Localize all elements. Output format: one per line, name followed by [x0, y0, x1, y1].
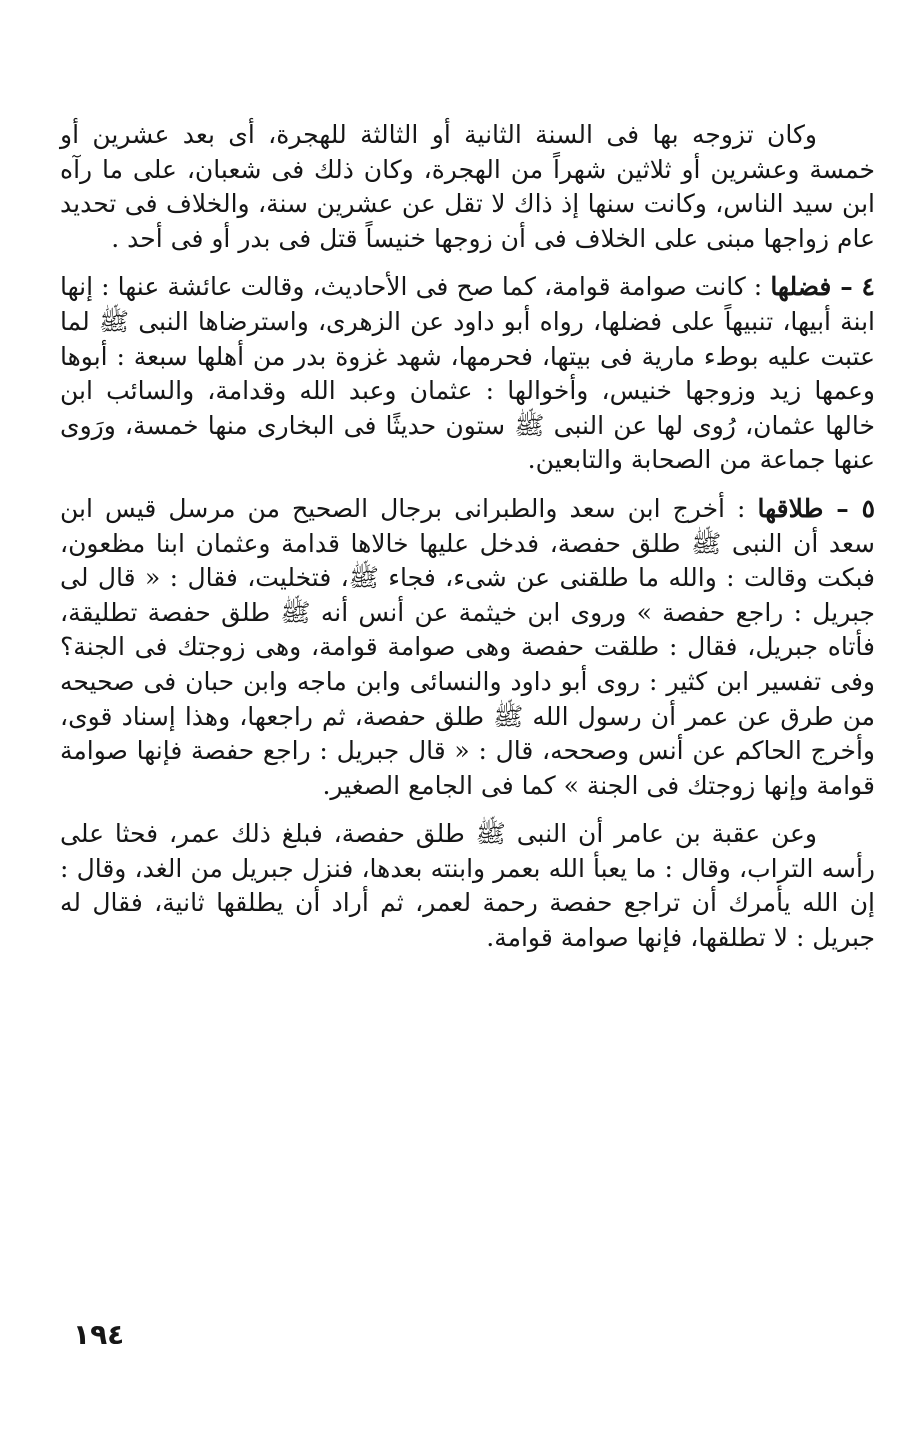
section-heading-divorce: ٥ – طلاقها [757, 493, 875, 523]
page-number: ١٩٤ [73, 1318, 125, 1351]
paragraph-text: : أخرج ابن سعد والطبرانى برجال الصحيح من مرسل قيس ابن سعد أن النبى ﷺ طلق حفصة، فدخل عليها خالاها قدامة وعثمان ابنا مظعون، فبكت وقالت : والله ما طلقنى عن شىء، فجاء ﷺ، فتخليت، فقال : « قال لى جبريل : راجع حفصة » وروى ابن خيثمة عن أنس أنه ﷺ طلق حفصة تطليقة، فأتاه جبريل، فقال : طلقت حفصة وهى صوامة قوامة، وهى زوجتك فى الجنة؟ وفى تفسير ابن كثير : روى أبو داود والنسائى وابن ماجه وابن حبان فى صحيحه من طرق عن عمر أن رسول الله ﷺ طلق حفصة، ثم راجعها، وهذا إسناد قوى، وأخرج الحاكم عن أنس وصححه، قال : « قال جبريل : راجع حفصة فإنها صوامة قوامة وإنها زوجتك فى الجنة » كما فى الجامع الصغير. [60, 493, 875, 800]
paragraph-marriage-date [60, 118, 875, 256]
paragraph-text: وكان تزوجه بها فى السنة الثانية أو الثالثة للهجرة، أى بعد عشرين أو خمسة وعشرين أو ثلاثين شهراً من الهجرة، وكان ذلك فى شعبان، على ما رآه ابن سيد الناس، وكانت سنها إذ ذاك لا تقل عن عشرين سنة، والخلاف فى تحديد عام زواجها مبنى على الخلاف فى أن زوجها خنيساً قتل فى بدر أو فى أحد . [60, 120, 875, 253]
paragraph-text: وعن عقبة بن عامر أن النبى ﷺ طلق حفصة، فبلغ ذلك عمر، فحثا على رأسه التراب، وقال : ما يعبأ الله بعمر وابنته بعدها، فنزل جبريل من الغد، وقال : إن الله يأمرك أن تراجع حفصة رحمة لعمر، ثم أراد أن يطلقها ثانية، فقال له جبريل : لا تطلقها، فإنها صوامة قوامة. [60, 819, 875, 953]
paragraph-text: : كانت صوامة قوامة، كما صح فى الأحاديث، وقالت عائشة عنها : إنها ابنة أبيها، تنبيهاً على فضلها، رواه أبو داود عن الزهرى، واسترضاها النبى ﷺ لما عتبت عليه بوطء مارية فى بيتها، فحرمها، شهد غزوة بدر من أهلها سبعة : أبوها وعمها زيد وزوجها خنيس، وأخوالها : عثمان وعبد الله وقدامة، والسائب ابن خالها عثمان، رُوى لها عن النبى ﷺ ستون حديثًا فى البخارى منها خمسة، ورَوى عنها جماعة من الصحابة والتابعين. [60, 272, 875, 475]
paragraph-uqba-narration [60, 817, 875, 955]
paragraph-divorce [60, 492, 875, 803]
page-body [60, 118, 875, 970]
paragraph-virtue [60, 270, 875, 478]
section-heading-virtue: ٤ – فضلها [770, 272, 875, 302]
